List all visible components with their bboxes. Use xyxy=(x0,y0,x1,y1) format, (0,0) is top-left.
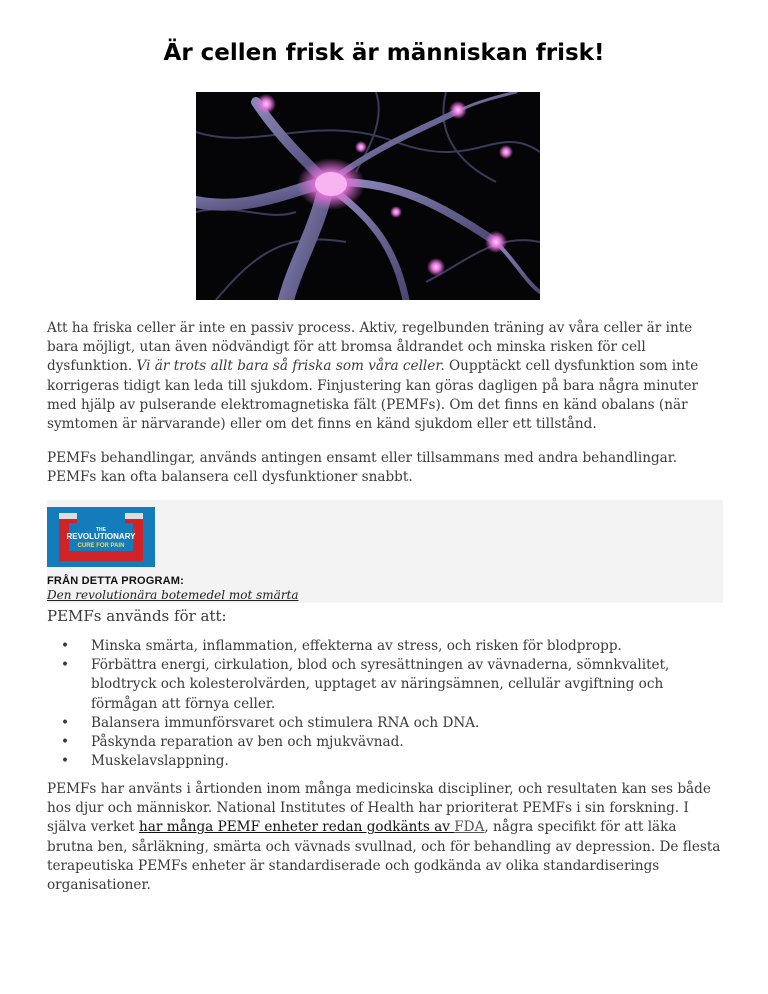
intro-italic-text: Vi är trots allt bara så friska som våra celler. xyxy=(136,358,445,375)
approval-link[interactable]: har många PEMF enheter redan godkänts av xyxy=(139,819,455,836)
thumb-text-cure: CURE FOR PAIN xyxy=(77,543,125,549)
program-promo xyxy=(47,500,723,603)
uses-list xyxy=(47,637,727,771)
neuron-image xyxy=(196,92,540,300)
thumb-text-revolutionary: REVOLUTIONARY xyxy=(66,532,136,541)
thumb-text-the: THE xyxy=(96,527,106,533)
fda-link[interactable]: FDA xyxy=(454,819,485,836)
intro-text-a: Att ha friska celler är inte en passiv process. Aktiv, regelbunden träning av våra celler är inte bara möjligt, utan även nödvändigt för att bromsa åldrandet och minska risken för cell dysfunktion. xyxy=(47,320,693,375)
research-text-b: , några specifikt för att läka brutna ben, sårläkning, smärta och vävnads svullnad, och för behandling av depression. De flesta terapeutiska PEMFs enheter är standardiserade och godkända av olika standardiserings organisationer. xyxy=(47,819,721,894)
intro-text-b: Oupptäckt cell dysfunktion som inte korrigeras tidigt kan leda till sjukdom. Finjustering kan göras dagligen på bara några minuter med hjälp av pulserande elektromagnetiska fält (PEMFs). Om det finns en känd obalans (när symtomen är närvarande) eller om det finns en känd sjukdom eller ett tillstånd. xyxy=(47,358,699,433)
program-label: FRÅN DETTA PROGRAM: xyxy=(47,575,185,587)
page-title: Är cellen frisk är människan frisk! xyxy=(163,40,605,66)
magnet-icon xyxy=(47,507,155,567)
research-paragraph xyxy=(47,780,727,895)
intro-paragraph xyxy=(47,319,727,434)
list-item: • Balansera immunförsvaret och stimulera RNA och DNA. xyxy=(47,714,727,733)
uses-heading: PEMFs används för att: xyxy=(47,607,227,625)
list-item: • Påskynda reparation av ben och mjukvävnad. xyxy=(47,733,727,752)
list-item: • Muskelavslappning. xyxy=(47,752,727,771)
neuron-illustration xyxy=(196,92,540,300)
treatment-paragraph: PEMFs behandlingar, används antingen ensamt eller tillsammans med andra behandlingar. PEMFs kan ofta balansera cell dysfunktioner snabbt. xyxy=(47,450,678,486)
list-item: • Förbättra energi, cirkulation, blod och syresättningen av vävnaderna, sömnkvalitet, blodtryck och kolesterolvärden, upptaget av näringsämnen, cellulär avgiftning och förmågan att förnya celler. xyxy=(47,656,727,714)
program-link[interactable]: Den revolutionära botemedel mot smärta xyxy=(47,588,299,602)
program-thumbnail[interactable] xyxy=(47,507,155,567)
research-text-a: PEMFs har använts i årtionden inom många medicinska discipliner, och resultaten kan ses både hos djur och människor. National Institutes of Health har prioriterat PEMFs i sin forskning. I själva verket xyxy=(47,781,711,836)
list-item: • Minska smärta, inflammation, effekterna av stress, och risken för blodpropp. xyxy=(47,637,727,656)
